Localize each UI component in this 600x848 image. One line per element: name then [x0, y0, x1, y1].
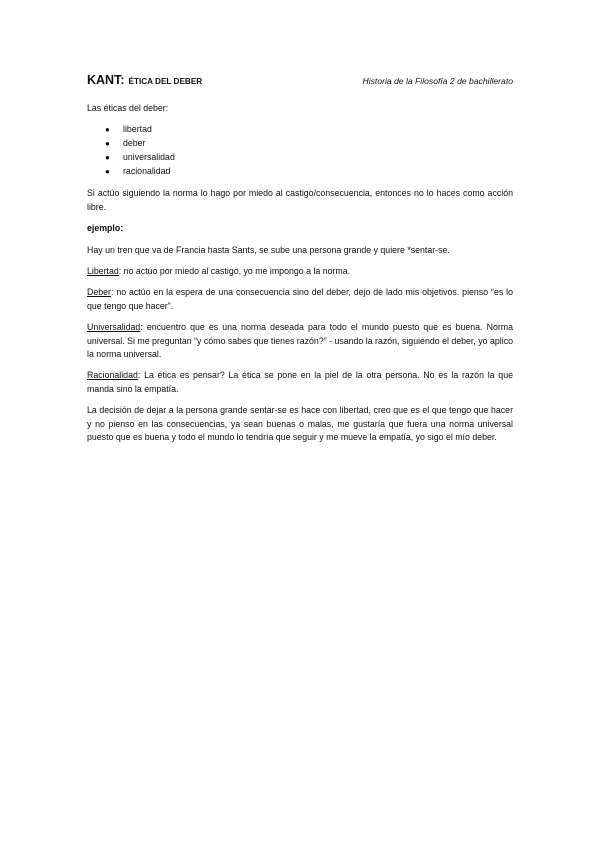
list-item-label: universalidad: [123, 152, 175, 163]
document-header: [87, 74, 513, 92]
definition-racionalidad: [87, 369, 513, 396]
document-page: [87, 74, 513, 453]
example-paragraph: Hay un tren que va de Francia hasta Sants, se sube una persona grande y quiere *sentar-se.: [87, 244, 450, 255]
list-item: [105, 151, 513, 165]
example-label: ejemplo:: [87, 223, 124, 234]
list-item-label: deber: [123, 138, 146, 149]
definition-libertad: [87, 265, 513, 278]
definition-text: : no actúo en la espera de una consecuencia sino del deber, dejo de lado mis objetivos. pienso “es lo que tengo que hacer”.: [87, 287, 513, 311]
list-item-label: racionalidad: [123, 166, 171, 177]
definition-deber: [87, 286, 513, 313]
definition-term: Libertad: [87, 266, 119, 277]
definition-term: Racionalidad: [87, 370, 138, 381]
list-item: [105, 165, 513, 179]
intro-text: Las éticas del deber:: [87, 103, 169, 113]
definition-text: : La ética es pensar? La ética se pone en la piel de la otra persona. No es la razón la que manda sino la empatía.: [87, 370, 513, 394]
definition-universalidad: [87, 321, 513, 361]
ethics-list: [87, 123, 513, 179]
bullet-icon: ●: [105, 139, 110, 149]
list-item: [105, 137, 513, 151]
definition-text: : encuentro que es una norma deseada para todo el mundo puesto que es buena. Norma universal. Si me preguntan “y cómo sabes que tienes razón?” - usando la razón, siguiendo el deber, yo aplico la norma universal.: [87, 322, 513, 360]
document-title: [87, 74, 202, 88]
definition-term: Universalidad: [87, 322, 141, 333]
list-item-label: libertad: [123, 124, 152, 135]
fear-paragraph: Si actúo siguiendo la norma lo hago por miedo al castigo/consecuencia, entonces no lo haces como acción libre.: [87, 188, 513, 212]
definition-term: Deber: [87, 287, 111, 298]
bullet-icon: ●: [105, 125, 110, 135]
definition-text: : no actúo por miedo al castigo, yo me impongo a la norma.: [118, 266, 351, 277]
list-item: [105, 123, 513, 137]
bullet-icon: ●: [105, 153, 110, 163]
conclusion-paragraph: La decisión de dejar a la persona grande sentar-se es hace con libertad, creo que es el que tengo que hacer y no pienso en las consecuencias, ya sean buenas o malas, me gustaría que fuera una norma universal puesto que es buena y todo el mundo lo tendría que seguir y me mueve la empatía, yo sigo el mío deber.: [87, 405, 513, 443]
title-main: KANT:: [87, 73, 125, 87]
title-sub: ÉTICA DEL DEBER: [128, 77, 203, 86]
course-label: Historia de la Filosofía 2 de bachillerato: [362, 76, 513, 86]
bullet-icon: ●: [105, 167, 110, 177]
